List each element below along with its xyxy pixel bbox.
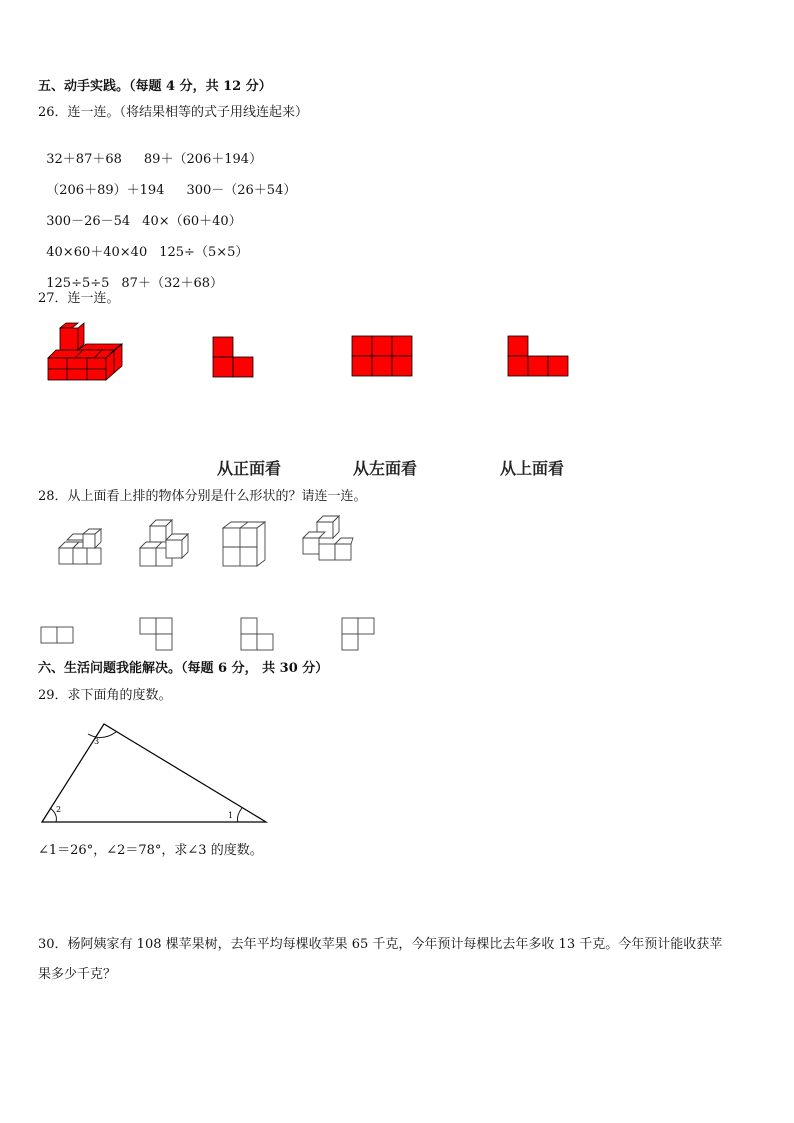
q26-left-expr[interactable]: （206＋89）＋194 (46, 183, 165, 198)
q26-left-expr[interactable]: 125÷5÷5 (46, 276, 110, 291)
q26-row (38, 229, 248, 261)
q28-top-view-2[interactable] (139, 617, 177, 653)
q27-cube-structure (44, 322, 126, 384)
q30-line-2: 果多少千克？ (38, 967, 117, 982)
q26-right-expr[interactable]: 125÷（5×5） (159, 245, 249, 260)
angle-label-1: 1 (228, 811, 234, 820)
q28-object-2[interactable] (136, 520, 188, 570)
q26-left-expr[interactable]: 40×60＋40×40 (46, 245, 148, 260)
cube-face (60, 323, 78, 328)
q28-object-1[interactable] (57, 530, 105, 570)
q28-prompt: 28．从上面看上排的物体分别是什么形状的？请连一连。 (38, 489, 367, 504)
cube-face (48, 350, 114, 358)
q26-left-expr[interactable]: 300－26－54 (46, 214, 131, 229)
q27-view-rectangle (351, 335, 413, 377)
q26-row (38, 136, 262, 168)
q30-line-1: 30．杨阿姨家有 108 棵苹果树，去年平均每棵收苹果 65 千克，今年预计每棵比去年多收 13 千克。今年预计能收获苹 (38, 937, 723, 952)
q28-top-view-3[interactable] (240, 617, 278, 653)
q28-top-view-4[interactable] (341, 617, 379, 653)
view-label-top[interactable]: 从上面看 (500, 459, 565, 478)
q27-view-l-shape (212, 336, 256, 378)
view-label-front[interactable]: 从正面看 (217, 459, 282, 478)
view-label-left[interactable]: 从左面看 (353, 459, 418, 478)
q26-row (38, 167, 296, 199)
q26-right-expr[interactable]: 300－（26＋54） (186, 183, 297, 198)
q27-view-long-l-shape (507, 335, 569, 377)
q26-right-expr[interactable]: 87＋（32＋68） (121, 276, 224, 291)
q29-question: ∠1＝26°，∠2＝78°，求∠3 的度数。 (38, 843, 263, 858)
section6-title: 六、生活问题我能解决。（每题 6 分， 共 30 分） (38, 661, 329, 676)
q28-object-4[interactable] (301, 514, 355, 568)
q26-right-expr[interactable]: 40×（60＋40） (142, 214, 242, 229)
q26-left-expr[interactable]: 32＋87＋68 (46, 152, 122, 167)
q29-prompt: 29．求下面角的度数。 (38, 688, 172, 703)
q28-object-3[interactable] (221, 520, 267, 568)
angle-label-3: 3 (94, 737, 100, 746)
q26-right-expr[interactable]: 89＋（206＋194） (143, 152, 263, 167)
q26-prompt: 26．连一连。（将结果相等的式子用线连起来） (38, 105, 309, 120)
q27-prompt: 27．连一连。 (38, 291, 120, 306)
section5-title: 五、动手实践。（每题 4 分，共 12 分） (38, 79, 272, 94)
cube-face (78, 344, 122, 350)
q26-row (38, 260, 223, 292)
q28-top-view-1[interactable] (40, 626, 76, 644)
q26-row (38, 198, 242, 230)
cube-face (60, 328, 78, 350)
angle-label-2: 2 (56, 805, 62, 814)
q29-triangle (38, 720, 270, 826)
